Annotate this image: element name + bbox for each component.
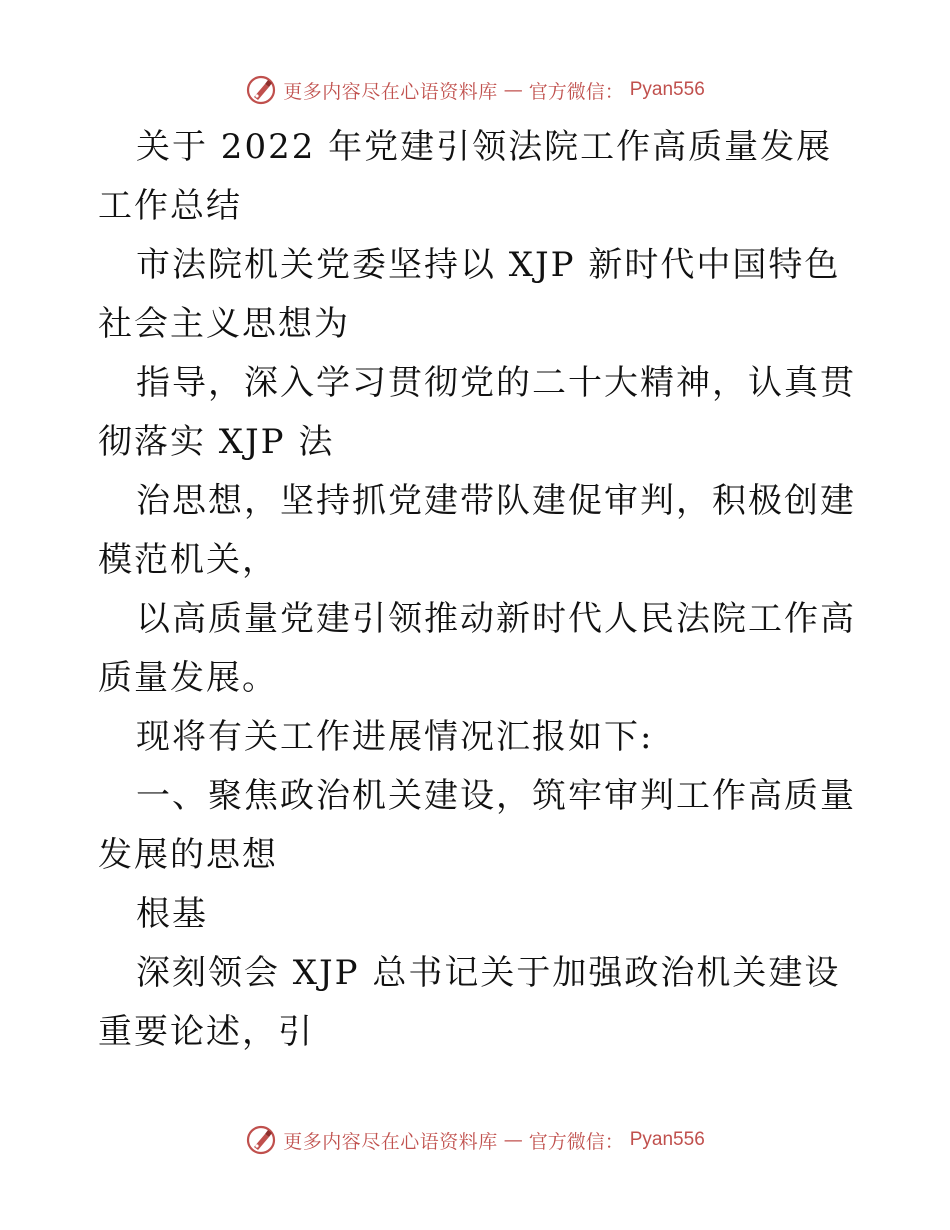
- paragraph: 以高质量党建引领推动新时代人民法院工作高质量发展。: [98, 599, 856, 698]
- footer-banner-text: 更多内容尽在心语资料库: [283, 1130, 498, 1153]
- pen-nib-logo-icon: [245, 1124, 277, 1156]
- paragraph: 指导，深入学习贯彻党的二十大精神，认真贯彻落实 XJP 法: [98, 363, 856, 462]
- header-banner-wechat-label: 官方微信：: [528, 80, 624, 103]
- paragraph: 深刻领会 XJP 总书记关于加强政治机关建设重要论述，引: [98, 953, 841, 1052]
- section-heading-continued: 根基: [136, 894, 208, 934]
- section-heading: 一、聚焦政治机关建设，筑牢审判工作高质量发展的思想: [98, 776, 856, 875]
- header-banner-account: Pyan556: [629, 79, 705, 100]
- paragraph: 市法院机关党委坚持以 XJP 新时代中国特色社会主义思想为: [98, 245, 841, 344]
- footer-banner-wechat-label: 官方微信：: [528, 1130, 624, 1153]
- paragraph: 现将有关工作进展情况汇报如下:: [136, 717, 654, 757]
- paragraph: 治思想，坚持抓党建带队建促审判，积极创建模范机关，: [98, 481, 856, 580]
- header-banner: [0, 70, 950, 110]
- footer-banner: [0, 1120, 950, 1160]
- header-banner-text: 更多内容尽在心语资料库: [283, 80, 498, 103]
- footer-banner-separator: —: [503, 1129, 523, 1151]
- header-banner-separator: —: [503, 79, 523, 101]
- document-body: [98, 118, 858, 1062]
- document-title: 关于 2022 年党建引领法院工作高质量发展工作总结: [98, 127, 833, 226]
- pen-nib-logo-icon: [245, 74, 277, 106]
- footer-banner-account: Pyan556: [629, 1129, 705, 1150]
